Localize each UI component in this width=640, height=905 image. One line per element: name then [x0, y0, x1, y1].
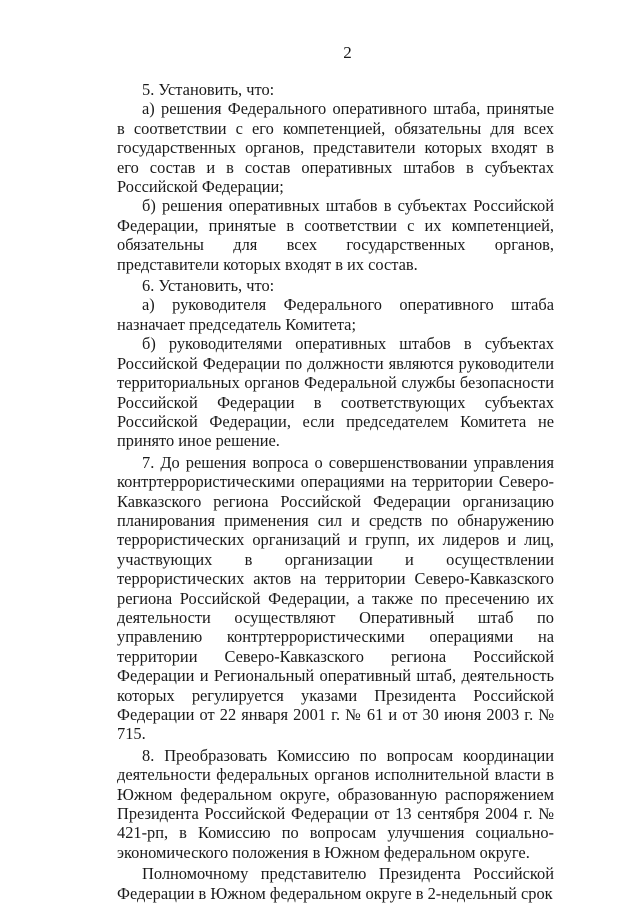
paragraph-7: 7. До решения вопроса о совершенствовании управления контртеррористическими операциями на территории Северо-Кавказского региона Российской Федерации организацию планирования применения сил и средств по обнаружению террористических организаций и групп, их лидеров и лиц, участвующих в организации и осуществлении террористических актов на территории Северо-Кавказского региона Российской Федерации, а также по пресечению их деятельности осуществляют Оперативный штаб по управлению контртеррористическими операциями на территории Северо-Кавказского региона Российской Федерации и Региональный оперативный штаб, деятельность которых регулируется указами Президента Российской Федерации от 22 января 2001 г. № 61 и от 30 июня 2003 г. № 715.	[117, 452, 554, 744]
page-number: 2	[343, 43, 352, 62]
paragraph-8-continuation: Полномочному представителю Президента Российской Федерации в Южном федеральном округе в 2-недельный срок	[117, 864, 554, 903]
paragraph-5-heading: 5. Установить, что:	[142, 80, 275, 99]
document-body	[117, 80, 554, 903]
paragraph-5a: а) решения Федерального оперативного штаба, принятые в соответствии с его компетенцией, обязательны для всех государственных органов, представители которых входят в его состав и в состав оперативных штабов в субъектах Российской Федерации;	[117, 99, 554, 197]
paragraph-6a: а) руководителя Федерального оперативного штаба назначает председатель Комитета;	[117, 295, 554, 334]
paragraph-6-heading: 6. Установить, что:	[142, 276, 275, 296]
paragraph-8: 8. Преобразовать Комиссию по вопросам координации деятельности федеральных органов исполнительной власти в Южном федеральном округе, образованную распоряжением Президента Российской Федерации от 13 сентября 2004 г. № 421-рп, в Комиссию по вопросам улучшения социально-экономического положения в Южном федеральном округе.	[117, 745, 554, 862]
paragraph-6b: б) руководителями оперативных штабов в субъектах Российской Федерации по должности являются руководители территориальных органов Федеральной службы безопасности Российской Федерации в соответствующих субъектах Российской Федерации, если председателем Комитета не принято иное решение.	[117, 334, 554, 451]
paragraph-5b: б) решения оперативных штабов в субъектах Российской Федерации, принятые в соответствии с их компетенцией, обязательны для всех государственных органов, представители которых входят в их состав.	[117, 196, 554, 274]
